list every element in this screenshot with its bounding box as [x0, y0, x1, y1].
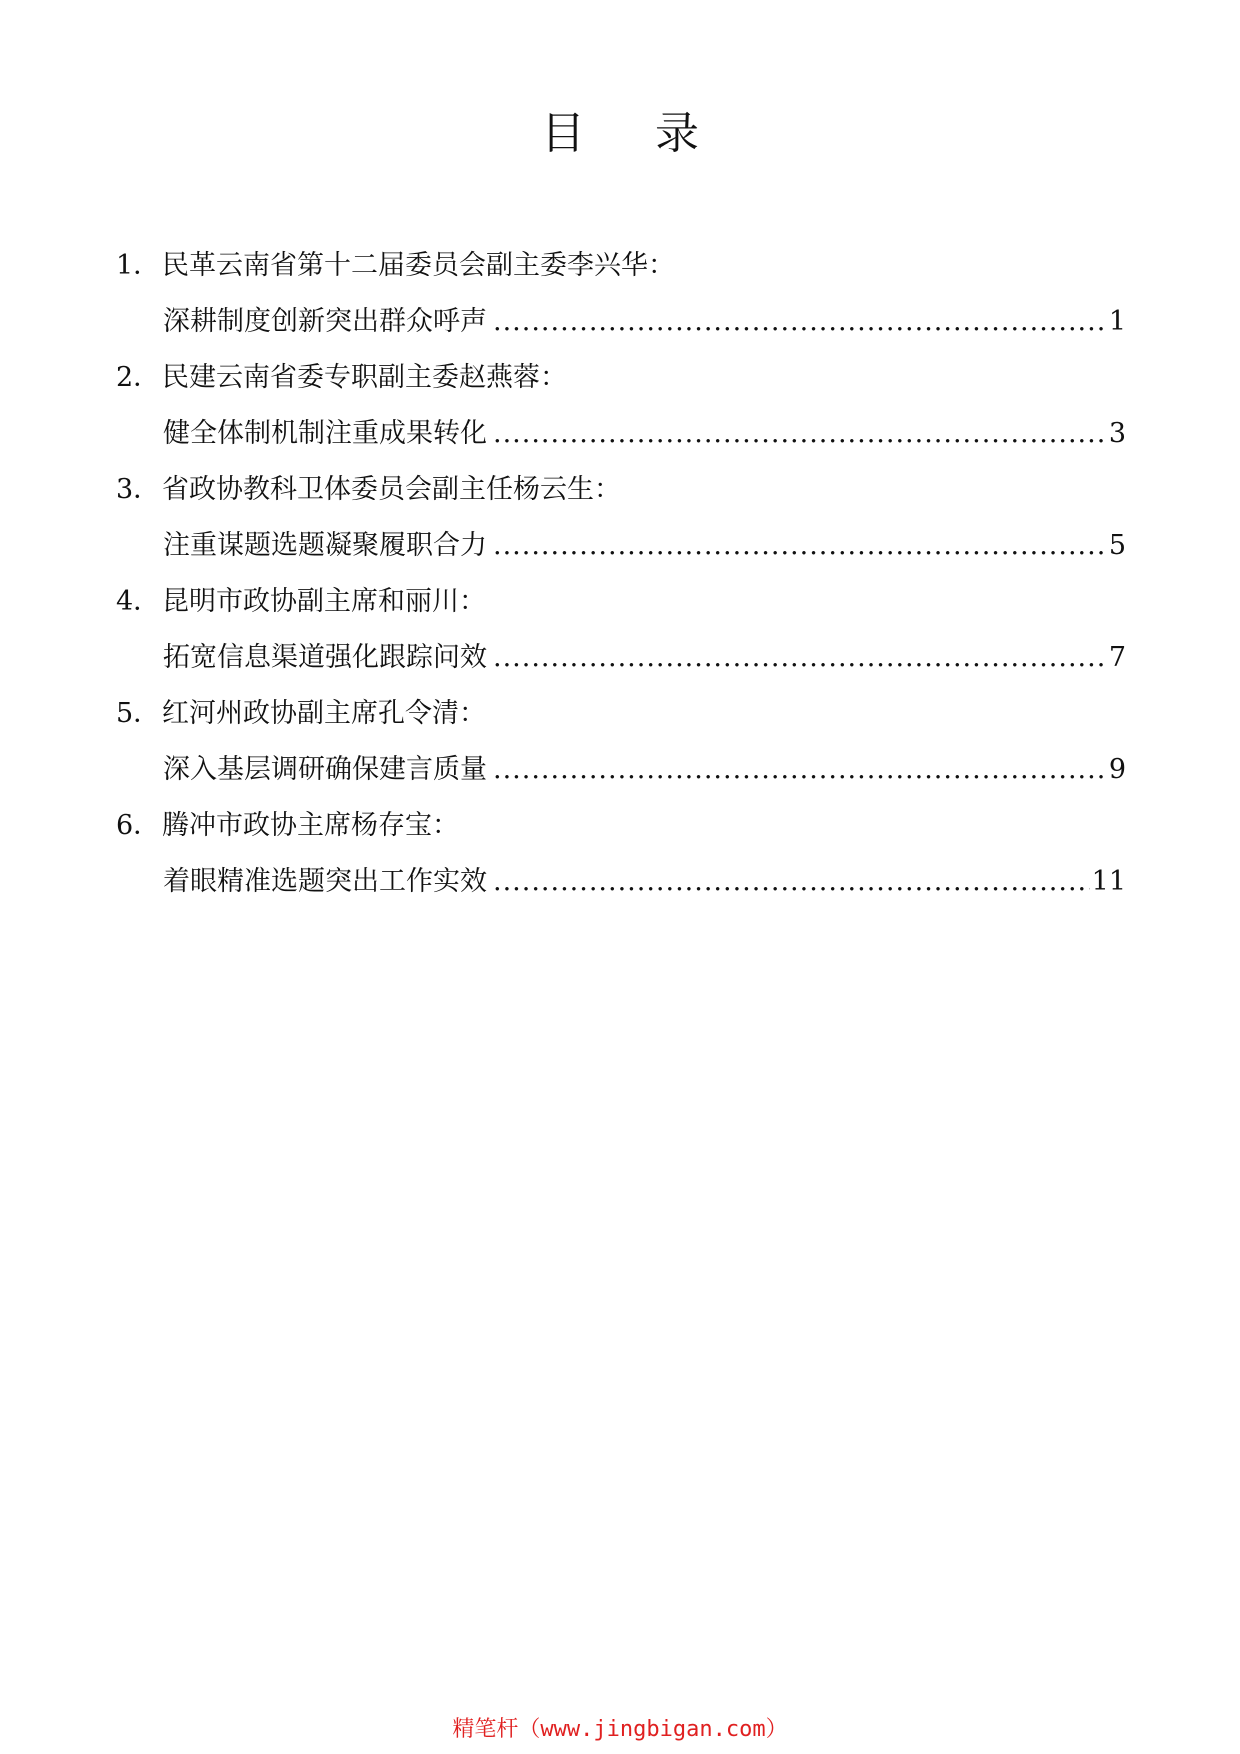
toc-entry-2[interactable]	[116, 350, 1126, 462]
toc-entry-6[interactable]	[116, 798, 1126, 910]
toc-entry-heading-text: 民革云南省第十二届委员会副主委李兴华：	[162, 250, 675, 281]
toc-entry-heading	[116, 574, 1126, 630]
toc-entry-number: 4．	[116, 586, 161, 617]
dot-leader	[493, 854, 1090, 910]
toc-entry-page-number: 11	[1091, 866, 1126, 897]
toc-entry-page-number: 5	[1108, 530, 1126, 561]
toc-entry-heading	[116, 686, 1126, 742]
toc-entry-5[interactable]	[116, 686, 1126, 798]
toc-entry-heading-text: 昆明市政协副主席和丽川：	[162, 586, 486, 617]
toc-entry-number: 5．	[116, 698, 161, 729]
dot-leader	[493, 742, 1107, 798]
page-title: 目 录	[541, 108, 727, 159]
toc-entry-number: 1．	[116, 250, 161, 281]
toc-entry-subtitle: 健全体制机制注重成果转化	[163, 418, 487, 449]
toc-entry-heading	[116, 798, 1126, 854]
toc-entry-subtitle: 注重谋题选题凝聚履职合力	[163, 530, 487, 561]
toc-entry-number: 2．	[116, 362, 161, 393]
table-of-contents	[116, 238, 1126, 910]
toc-entry-subtitle-line	[116, 742, 1126, 798]
toc-entry-subtitle-line	[116, 854, 1126, 910]
toc-entry-page-number: 1	[1108, 306, 1126, 337]
dot-leader	[493, 406, 1107, 462]
toc-entry-heading-text: 红河州政协副主席孔令清：	[162, 698, 486, 729]
toc-entry-4[interactable]	[116, 574, 1126, 686]
toc-entry-subtitle: 着眼精准选题突出工作实效	[163, 866, 487, 897]
toc-entry-heading	[116, 350, 1126, 406]
toc-entry-subtitle: 深入基层调研确保建言质量	[163, 754, 487, 785]
toc-entry-subtitle-line	[116, 406, 1126, 462]
toc-entry-heading	[116, 462, 1126, 518]
toc-entry-1[interactable]	[116, 238, 1126, 350]
toc-entry-heading-text: 省政协教科卫体委员会副主任杨云生：	[162, 474, 621, 505]
toc-entry-3[interactable]	[116, 462, 1126, 574]
dot-leader	[493, 518, 1107, 574]
toc-entry-number: 6．	[116, 810, 161, 841]
toc-entry-subtitle-line	[116, 294, 1126, 350]
toc-entry-subtitle-line	[116, 630, 1126, 686]
toc-entry-subtitle-line	[116, 518, 1126, 574]
toc-entry-heading-text: 民建云南省委专职副主委赵燕蓉：	[162, 362, 567, 393]
dot-leader	[493, 294, 1107, 350]
toc-entry-subtitle: 拓宽信息渠道强化跟踪问效	[163, 642, 487, 673]
toc-entry-number: 3．	[116, 474, 161, 505]
toc-entry-page-number: 3	[1108, 418, 1126, 449]
toc-entry-heading-text: 腾冲市政协主席杨存宝：	[162, 810, 459, 841]
toc-entry-subtitle: 深耕制度创新突出群众呼声	[163, 306, 487, 337]
footer-watermark[interactable]: 精笔杆（www.jingbigan.com）	[452, 1717, 788, 1742]
toc-entry-heading	[116, 238, 1126, 294]
toc-entry-page-number: 7	[1108, 642, 1126, 673]
toc-entry-page-number: 9	[1108, 754, 1126, 785]
dot-leader	[493, 630, 1107, 686]
